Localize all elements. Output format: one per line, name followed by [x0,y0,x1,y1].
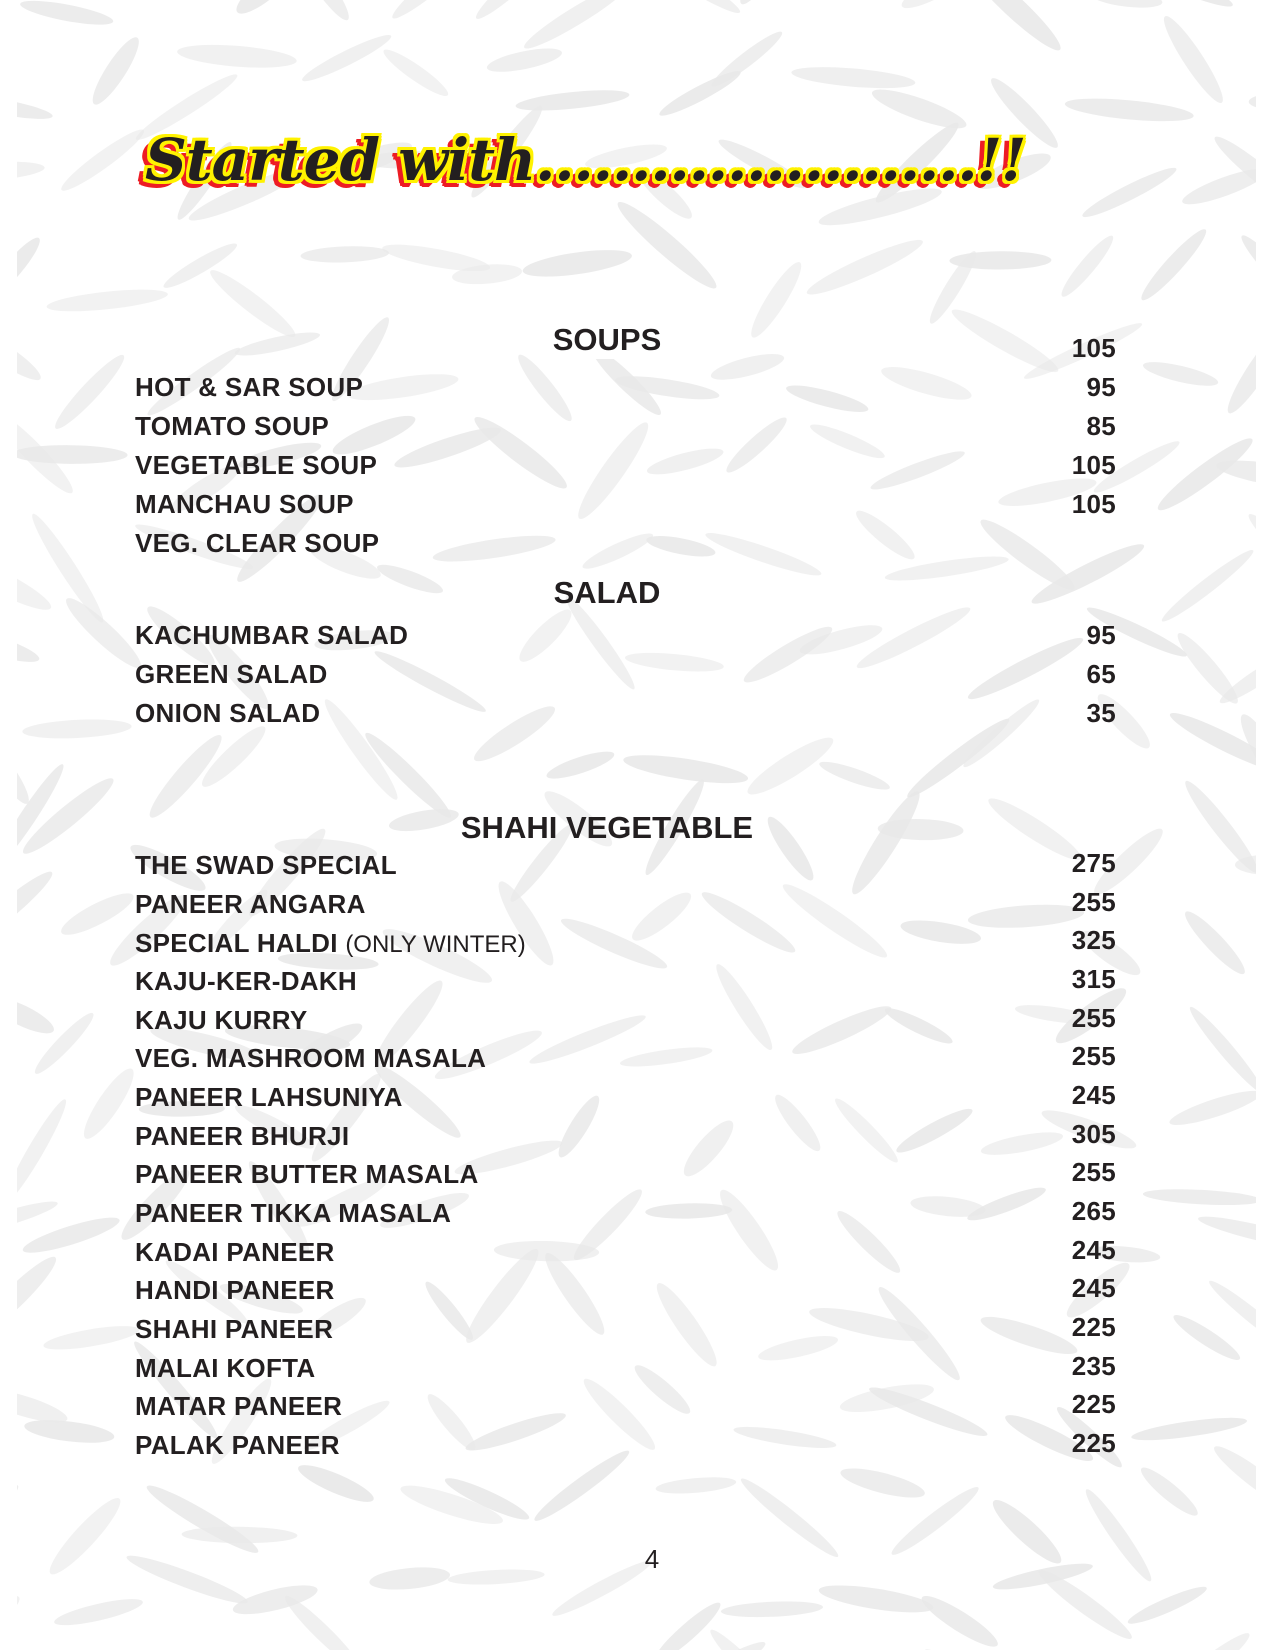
menu-price: 255 [1071,1003,1116,1033]
menu-item: TOMATO SOUP [135,411,329,441]
menu-price: 305 [1071,1119,1116,1149]
menu-price: 225 [1071,1312,1116,1342]
seasonal-note: (ONLY WINTER) [345,931,526,958]
menu-item: PANEER LAHSUNIYA [135,1082,403,1112]
menu-price: 95 [1086,372,1116,402]
section-heading-shahi-vegetable: SHAHI VEGETABLE [460,810,754,845]
menu-item: VEG. CLEAR SOUP [135,528,380,558]
menu-item: PANEER BHURJI [135,1121,350,1151]
menu-item: MALAI KOFTA [135,1353,316,1383]
menu-price: 95 [1086,620,1116,650]
menu-price: 315 [1071,964,1116,994]
menu-price: 235 [1071,1351,1116,1381]
menu-item: PANEER ANGARA [135,889,366,919]
menu-item: VEG. MASHROOM MASALA [135,1043,487,1073]
menu-price: 275 [1071,848,1116,878]
menu-price: 65 [1086,659,1116,689]
menu-item: HANDI PANEER [135,1275,335,1305]
menu-price: 225 [1071,1428,1116,1458]
page-number: 4 [644,1544,660,1574]
menu-price: 245 [1071,1080,1116,1110]
menu-item: SPECIAL HALDI (ONLY WINTER) [135,928,526,958]
menu-item: MANCHAU SOUP [135,489,354,519]
menu-item: PALAK PANEER [135,1430,340,1460]
menu-price: 35 [1086,698,1116,728]
menu-item: HOT & SAR SOUP [135,372,364,402]
menu-item: SHAHI PANEER [135,1314,334,1344]
menu-page [17,0,1256,1650]
page-title: Started with.......................!! [145,126,1026,194]
menu-price: 245 [1071,1235,1116,1265]
menu-item: KAJU KURRY [135,1005,308,1035]
menu-item: THE SWAD SPECIAL [135,850,397,880]
menu-item: PANEER BUTTER MASALA [135,1159,479,1189]
menu-item: GREEN SALAD [135,659,328,689]
menu-item: KADAI PANEER [135,1237,335,1267]
menu-price: 255 [1071,887,1116,917]
menu-item: MATAR PANEER [135,1391,343,1421]
menu-price: 255 [1071,1157,1116,1187]
section-heading-soups: SOUPS [457,322,757,358]
menu-price: 265 [1071,1196,1116,1226]
menu-price: 105 [1071,489,1116,519]
menu-item: VEGETABLE SOUP [135,450,378,480]
menu-item: KAJU-KER-DAKH [135,966,358,996]
menu-item: ONION SALAD [135,698,321,728]
menu-price: 225 [1071,1389,1116,1419]
menu-price: 255 [1071,1041,1116,1071]
menu-item: KACHUMBAR SALAD [135,620,409,650]
menu-price: 105 [1071,450,1116,480]
menu-price: 325 [1071,925,1116,955]
menu-price: 245 [1071,1273,1116,1303]
menu-price: 85 [1086,411,1116,441]
menu-item: PANEER TIKKA MASALA [135,1198,452,1228]
menu-price: 105 [1071,333,1116,363]
section-heading-salad: SALAD [553,575,661,610]
